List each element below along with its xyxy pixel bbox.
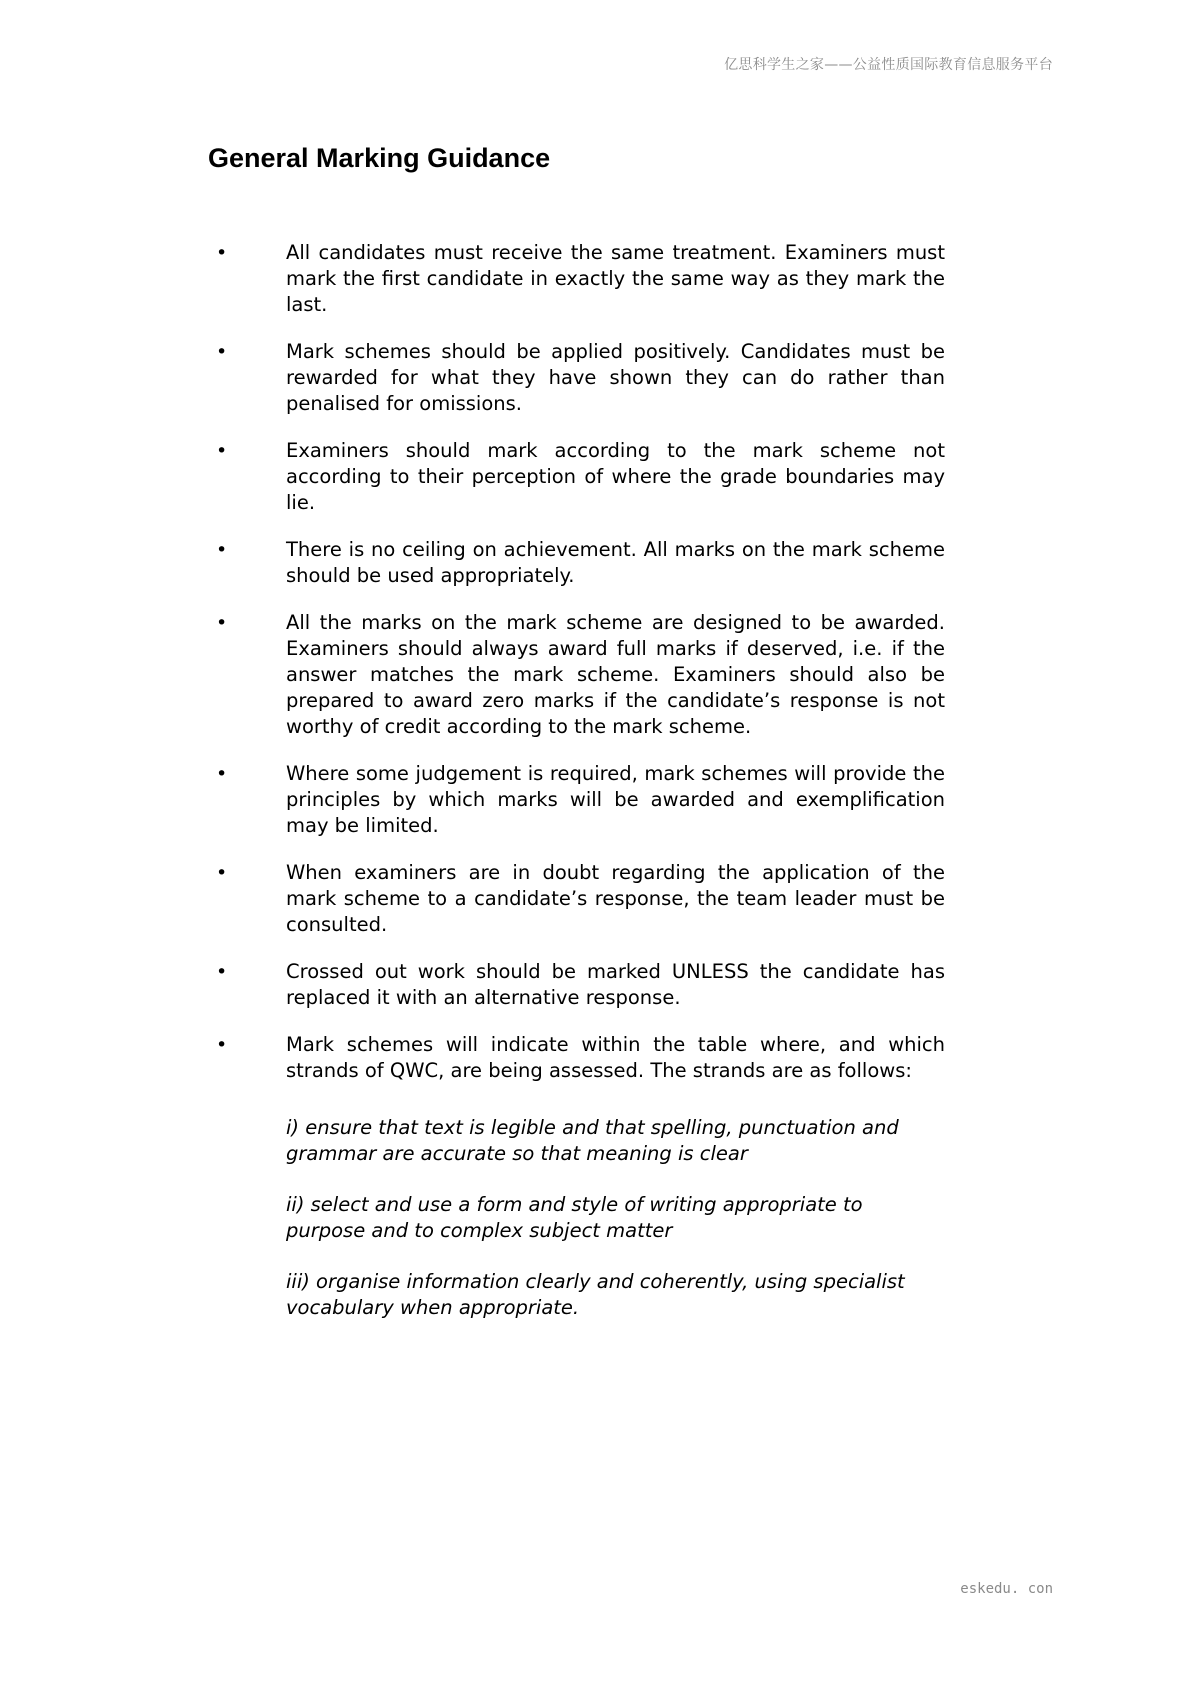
bullet-icon: • bbox=[216, 763, 228, 785]
guidance-text: All the marks on the mark scheme are designed to be awarded. Examiners should always award full marks if deserved, i.e. if the answer matches the mark scheme. Examiners should also be prepared to award zero marks if the candidate’s response is not worthy of credit according to the mark scheme. bbox=[286, 611, 945, 738]
bullet-icon: • bbox=[216, 862, 228, 884]
footer-site: eskedu. con bbox=[960, 1581, 1053, 1597]
guidance-item-4 bbox=[208, 537, 945, 589]
qwc-strand-1: i) ensure that text is legible and that spelling, punctuation and grammar are accurate so that meaning is clear bbox=[286, 1116, 899, 1165]
guidance-text: Mark schemes will indicate within the table where, and which strands of QWC, are being assessed. The strands are as follows: bbox=[286, 1033, 945, 1082]
bullet-icon: • bbox=[216, 242, 228, 264]
bullet-icon: • bbox=[216, 612, 228, 634]
guidance-text: Where some judgement is required, mark schemes will provide the principles by which marks will be awarded and exemplification may be limited. bbox=[286, 762, 945, 837]
guidance-item-8 bbox=[208, 959, 945, 1011]
bullet-icon: • bbox=[216, 341, 228, 363]
qwc-strands-list bbox=[286, 1115, 945, 1346]
header-site-note: 亿思科学生之家——公益性质国际教育信息服务平台 bbox=[724, 57, 1053, 73]
page-title: General Marking Guidance bbox=[208, 143, 551, 173]
guidance-list bbox=[208, 240, 945, 1105]
guidance-item-6 bbox=[208, 761, 945, 839]
guidance-text: When examiners are in doubt regarding the application of the mark scheme to a candidate’s response, the team leader must be consulted. bbox=[286, 861, 945, 936]
guidance-text: All candidates must receive the same treatment. Examiners must mark the first candidate in exactly the same way as they mark the last. bbox=[286, 241, 945, 316]
guidance-item-9 bbox=[208, 1032, 945, 1084]
guidance-item-1 bbox=[208, 240, 945, 318]
qwc-strand-3: iii) organise information clearly and coherently, using specialist vocabulary when appropriate. bbox=[286, 1270, 905, 1319]
bullet-icon: • bbox=[216, 1034, 228, 1056]
guidance-item-7 bbox=[208, 860, 945, 938]
qwc-strand-2: ii) select and use a form and style of writing appropriate to purpose and to complex subject matter bbox=[286, 1193, 863, 1242]
guidance-text: There is no ceiling on achievement. All marks on the mark scheme should be used appropriately. bbox=[286, 538, 945, 587]
bullet-icon: • bbox=[216, 539, 228, 561]
guidance-item-3 bbox=[208, 438, 945, 516]
guidance-text: Examiners should mark according to the mark scheme not according to their perception of where the grade boundaries may lie. bbox=[286, 439, 945, 514]
bullet-icon: • bbox=[216, 440, 228, 462]
bullet-icon: • bbox=[216, 961, 228, 983]
guidance-text: Crossed out work should be marked UNLESS the candidate has replaced it with an alternative response. bbox=[286, 960, 945, 1009]
guidance-text: Mark schemes should be applied positively. Candidates must be rewarded for what they have shown they can do rather than penalised for omissions. bbox=[286, 340, 945, 415]
guidance-item-2 bbox=[208, 339, 945, 417]
guidance-item-5 bbox=[208, 610, 945, 740]
